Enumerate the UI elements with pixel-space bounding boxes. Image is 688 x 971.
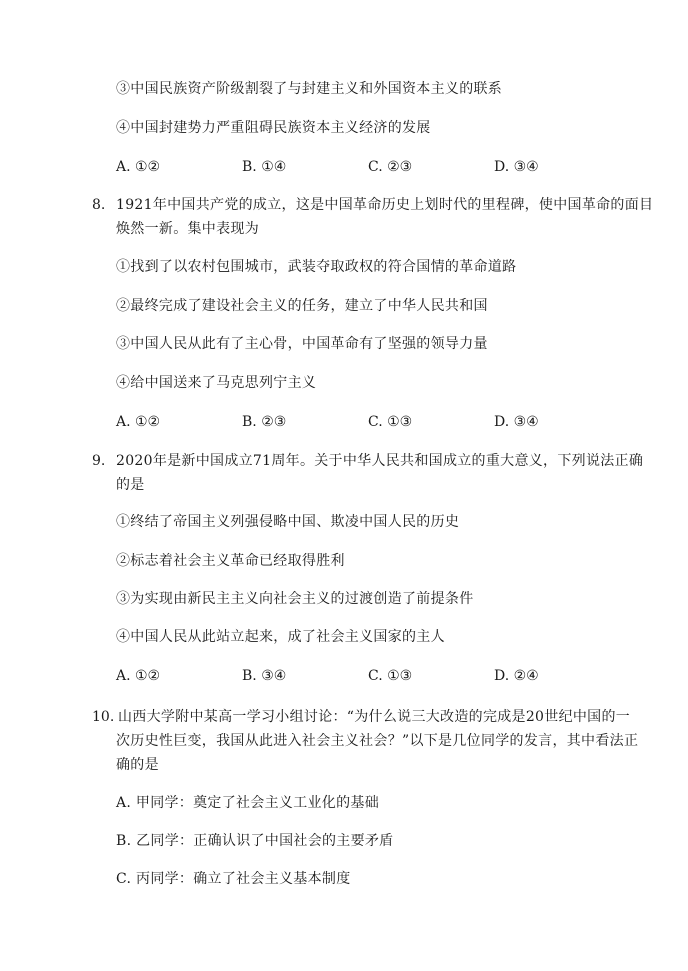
q8-option-a: A. ①② <box>116 414 161 430</box>
q8-item-3: ③中国人民从此有了主心骨，中国革命有了坚强的领导力量 <box>116 336 488 352</box>
q9-option-a: A. ①② <box>116 668 161 684</box>
q8-stem-line-1: 1921年中国共产党的成立，这是中国革命历史上划时代的里程碑，使中国革命的面目 <box>116 197 654 213</box>
q10-option-c: C. 丙同学：确立了社会主义基本制度 <box>116 871 351 887</box>
q7-option-c: C. ②③ <box>368 159 413 175</box>
q9-stem-line-2: 的是 <box>116 477 145 493</box>
q7-item-4: ④中国封建势力严重阻碍民族资本主义经济的发展 <box>116 120 431 136</box>
q9-item-3: ③为实现由新民主主义向社会主义的过渡创造了前提条件 <box>116 591 474 607</box>
q10-stem-line-1: 山西大学附中某高一学习小组讨论：“为什么说三大改造的完成是20世纪中国的一 <box>118 709 631 725</box>
q9-item-2: ②标志着社会主义革命已经取得胜利 <box>116 553 345 569</box>
q9-option-d: D. ②④ <box>494 668 539 684</box>
q10-stem-line-2: 次历史性巨变，我国从此进入社会主义社会？”以下是几位同学的发言，其中看法正 <box>116 733 639 749</box>
q10-option-a: A. 甲同学：奠定了社会主义工业化的基础 <box>116 795 380 811</box>
q9-option-b: B. ③④ <box>242 668 287 684</box>
q8-item-1: ①找到了以农村包围城市，武装夺取政权的符合国情的革命道路 <box>116 259 517 275</box>
q10-stem-line-3: 确的是 <box>116 757 159 773</box>
q9-number: 9. <box>92 453 106 469</box>
q10-option-b: B. 乙同学：正确认识了中国社会的主要矛盾 <box>116 833 394 849</box>
q8-stem-line-2: 焕然一新。集中表现为 <box>116 221 259 237</box>
q10-number: 10. <box>92 709 115 725</box>
q8-item-4: ④给中国送来了马克思列宁主义 <box>116 375 317 391</box>
q8-number: 8. <box>92 197 106 213</box>
q9-item-1: ①终结了帝国主义列强侵略中国、欺凌中国人民的历史 <box>116 514 460 530</box>
q8-option-c: C. ①③ <box>368 414 413 430</box>
q9-option-c: C. ①③ <box>368 668 413 684</box>
q9-item-4: ④中国人民从此站立起来，成了社会主义国家的主人 <box>116 629 445 645</box>
q9-stem-line-1: 2020年是新中国成立71周年。关于中华人民共和国成立的重大意义，下列说法正确 <box>116 453 644 469</box>
q7-item-3: ③中国民族资产阶级割裂了与封建主义和外国资本主义的联系 <box>116 81 503 97</box>
q7-option-d: D. ③④ <box>494 159 539 175</box>
q8-item-2: ②最终完成了建设社会主义的任务，建立了中华人民共和国 <box>116 298 488 314</box>
q8-option-b: B. ②③ <box>242 414 287 430</box>
q7-option-a: A. ①② <box>116 159 161 175</box>
q8-option-d: D. ③④ <box>494 414 539 430</box>
q7-option-b: B. ①④ <box>242 159 287 175</box>
